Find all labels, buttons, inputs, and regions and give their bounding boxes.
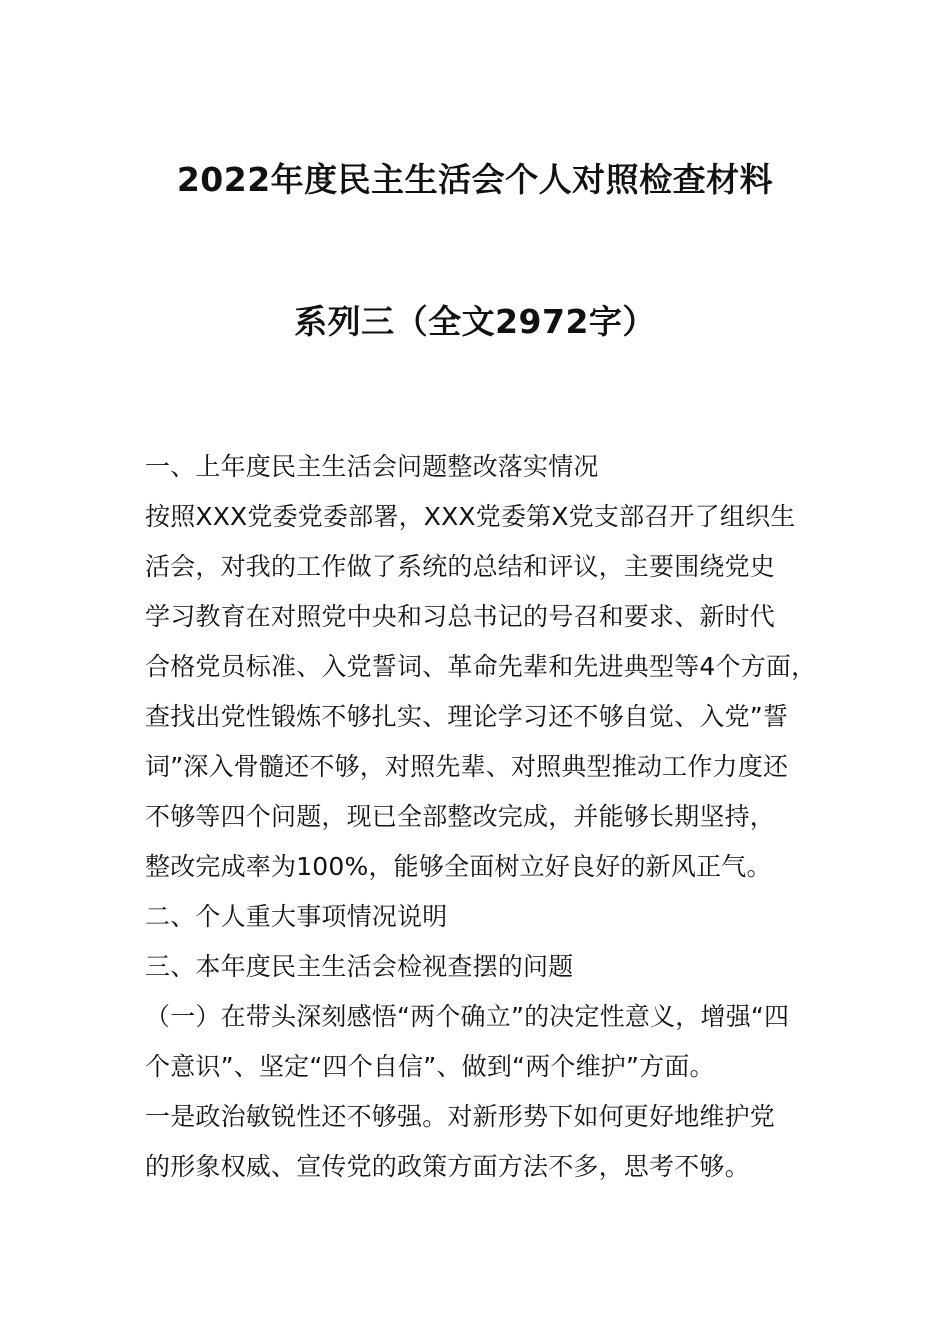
body-line: 学习教育在对照党中央和习总书记的号召和要求、新时代 xyxy=(145,602,776,631)
body-line: 整改完成率为100%，能够全面树立好良好的新风正气。 xyxy=(145,852,772,881)
body-line: 个意识”、坚定“四个自信”、做到“两个维护”方面。 xyxy=(145,1052,715,1081)
body-line: 一是政治敏锐性还不够强。对新形势下如何更好地维护党 xyxy=(145,1102,776,1131)
body-line: 查找出党性锻炼不够扎实、理论学习还不够自觉、入党”誓 xyxy=(145,702,789,731)
section-heading-3: 三、本年度民主生活会检视查摆的问题 xyxy=(145,952,574,981)
document-title-line-1: 2022年度民主生活会个人对照检查材料 xyxy=(176,160,774,199)
body-line: 不够等四个问题，现已全部整改完成，并能够长期坚持， xyxy=(145,802,776,831)
body-line: 活会，对我的工作做了系统的总结和评议，主要围绕党史 xyxy=(145,552,776,581)
document-title-line-2: 系列三（全文2972字） xyxy=(294,302,656,341)
body-line: 合格党员标准、入党誓词、革命先辈和先进典型等4个方面， xyxy=(145,652,817,681)
body-line: 词”深入骨髓还不够，对照先辈、对照典型推动工作力度还 xyxy=(145,752,789,781)
body-line: 按照XXX党委党委部署，XXX党委第X党支部召开了组织生 xyxy=(145,502,796,531)
section-heading-2: 二、个人重大事项情况说明 xyxy=(145,902,448,931)
body-line: 的形象权威、宣传党的政策方面方法不多，思考不够。 xyxy=(145,1152,750,1181)
subsection-heading: （一）在带头深刻感悟“两个确立”的决定性意义，增强“四 xyxy=(145,1002,790,1031)
section-heading-1: 一、上年度民主生活会问题整改落实情况 xyxy=(145,452,599,481)
document-body xyxy=(145,442,845,1192)
